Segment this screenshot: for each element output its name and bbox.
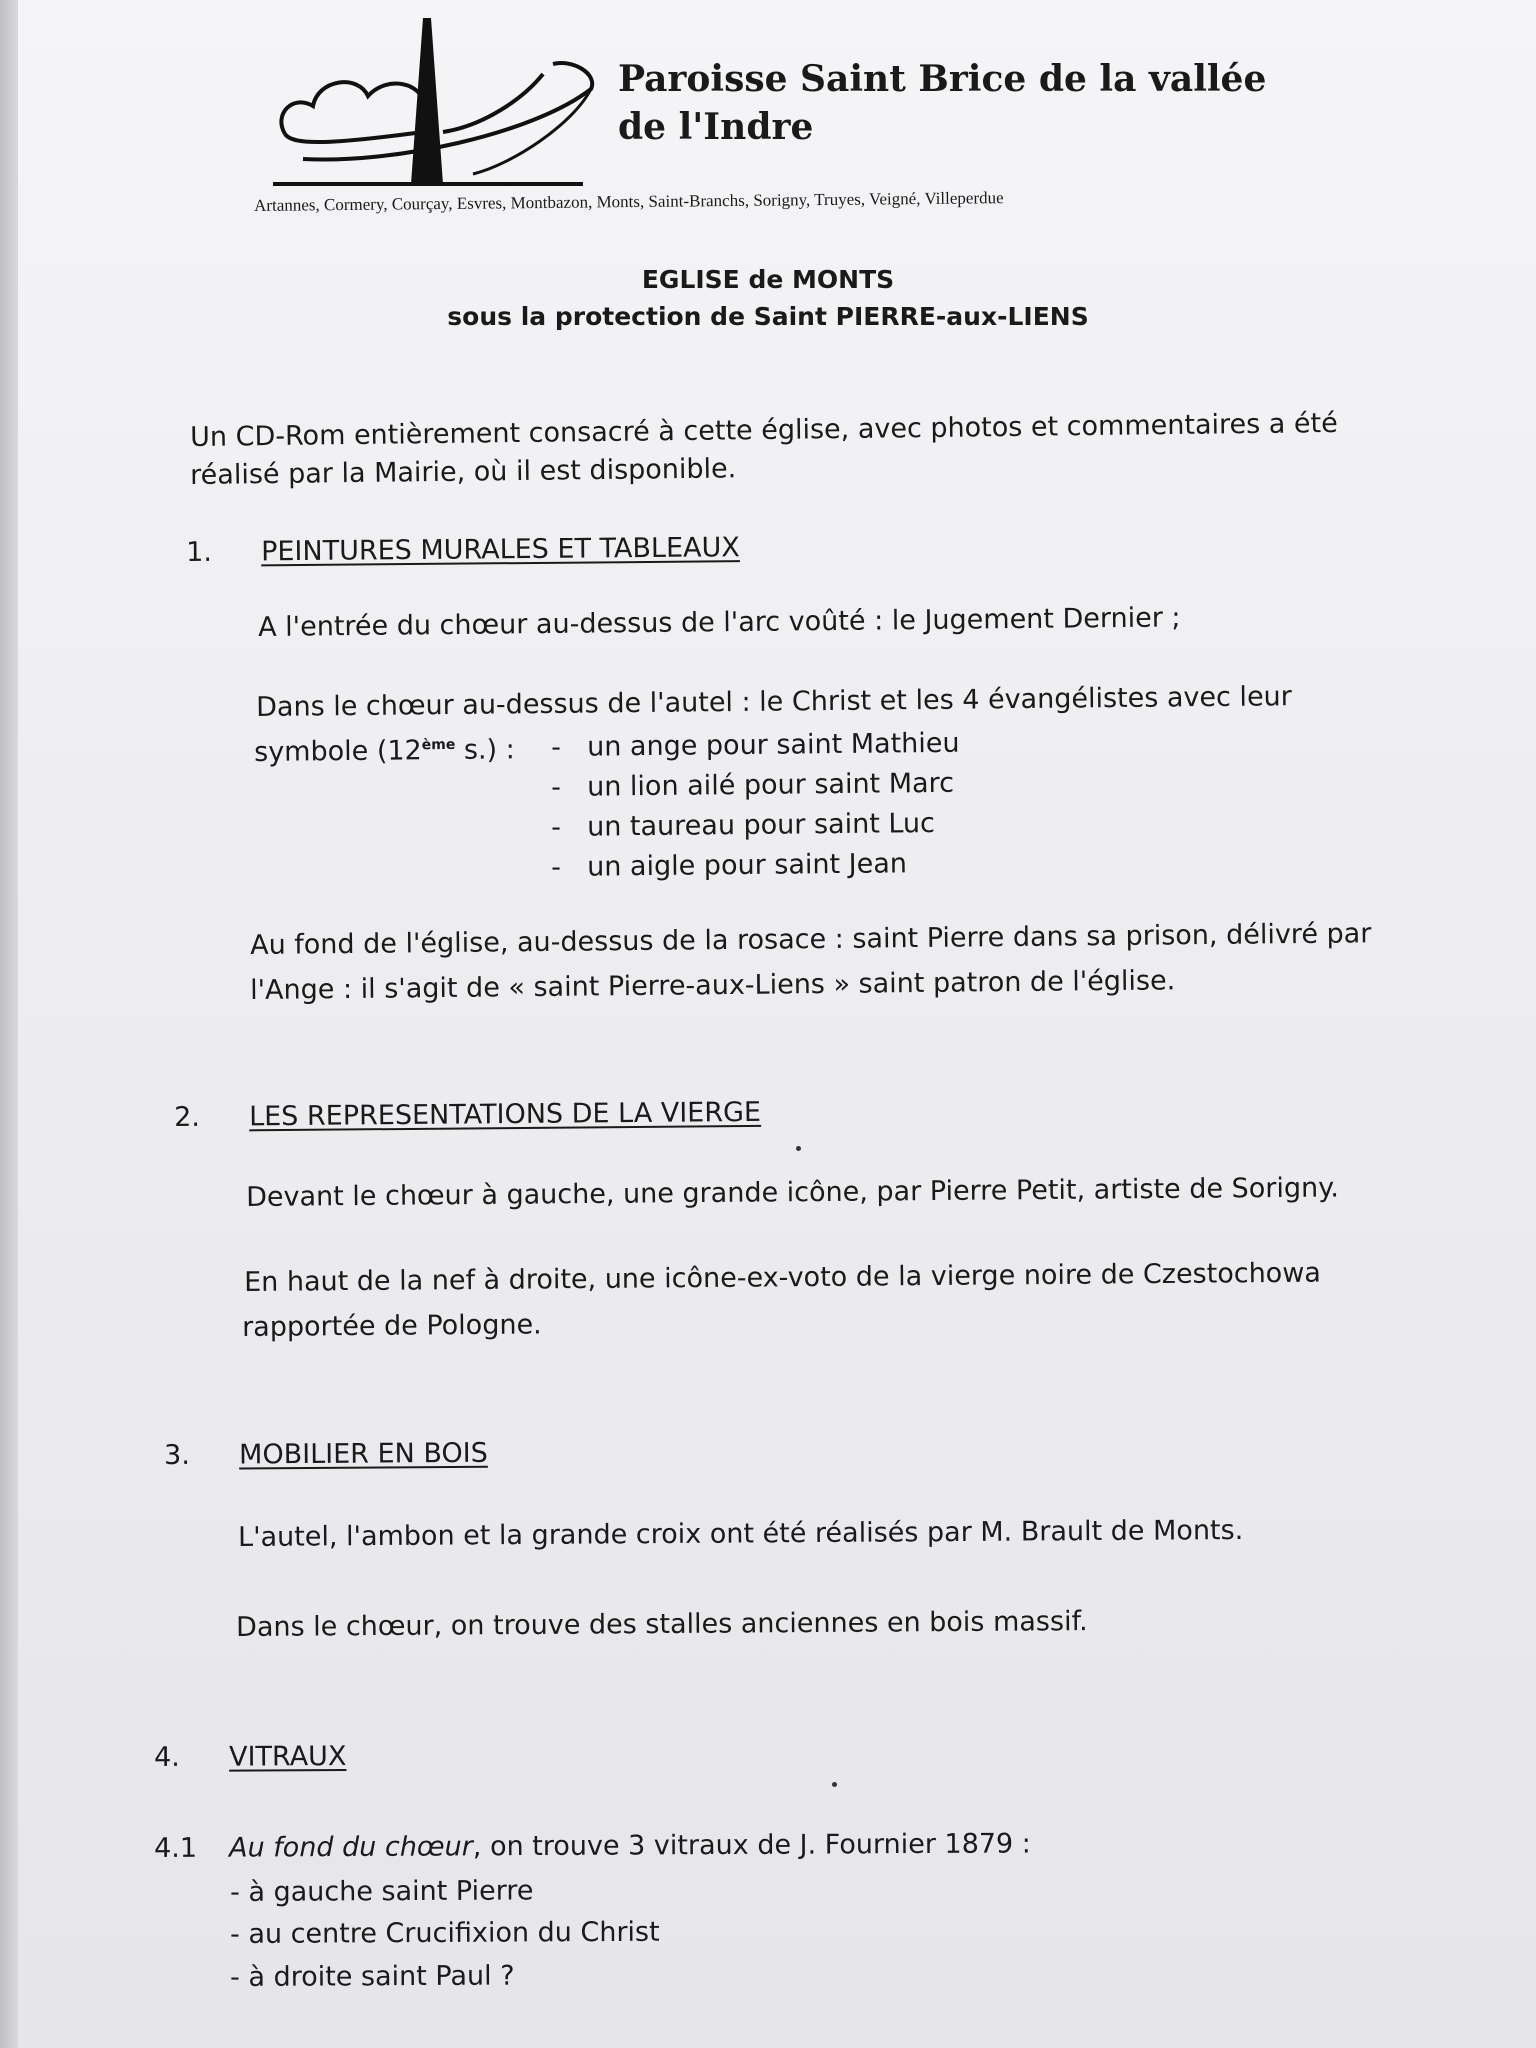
section2-heading bbox=[174, 1097, 761, 1133]
list-item bbox=[551, 848, 907, 883]
church-logo-icon bbox=[273, 14, 603, 194]
section2-paragraph1: Devant le chœur à gauche, une grande icône, par Pierre Petit, artiste de Sorigny. bbox=[246, 1172, 1339, 1213]
document-title: EGLISE de MONTS bbox=[641, 265, 895, 294]
section4-number: 4. bbox=[154, 1741, 180, 1773]
towns-list: Artannes, Cormery, Courçay, Esvres, Montbazon, Monts, Saint-Branchs, Sorigny, Truyes, Veigné, Villeperdue bbox=[254, 188, 1004, 215]
section1-paragraph1: A l'entrée du chœur au-dessus de l'arc voûté : le Jugement Dernier ; bbox=[258, 602, 1181, 643]
symbol-item-text: un taureau pour saint Luc bbox=[586, 807, 936, 843]
subsection-text: , on trouve 3 vitraux de J. Fournier 1879 : bbox=[472, 1828, 1031, 1863]
section2-title: LES REPRESENTATIONS DE LA VIERGE bbox=[248, 1096, 762, 1133]
document-page bbox=[18, 0, 1536, 2048]
speck-dot bbox=[832, 1782, 837, 1787]
intro-line1: Un CD-Rom entièrement consacré à cette église, avec photos et commentaires a été bbox=[190, 407, 1338, 453]
subsection-location: Au fond du chœur bbox=[228, 1831, 473, 1864]
section2-number: 2. bbox=[174, 1101, 201, 1133]
speck-dot bbox=[796, 1146, 801, 1151]
section1-number: 1. bbox=[186, 536, 213, 568]
list-item: - à droite saint Paul ? bbox=[230, 1960, 515, 1993]
section4-subsection bbox=[154, 1828, 1031, 1864]
parish-name-line2: de l'Indre bbox=[618, 106, 814, 148]
section1-paragraph3-line1: Au fond de l'église, au-dessus de la rosace : saint Pierre dans sa prison, délivré par bbox=[250, 918, 1372, 961]
section4-heading bbox=[154, 1741, 346, 1773]
section4-title: VITRAUX bbox=[228, 1740, 347, 1773]
symbol-label: symbole (12 bbox=[254, 735, 422, 768]
dash: - bbox=[551, 771, 562, 803]
subsection-number: 4.1 bbox=[154, 1832, 198, 1864]
section1-heading bbox=[186, 532, 740, 568]
symbol-item-text: un aigle pour saint Jean bbox=[586, 848, 908, 883]
list-item bbox=[551, 768, 954, 803]
section3-heading bbox=[164, 1438, 488, 1471]
document-subtitle: sous la protection de Saint PIERRE-aux-LIENS bbox=[447, 302, 1089, 331]
parish-name-line1: Paroisse Saint Brice de la vallée bbox=[618, 58, 1267, 100]
list-item: - au centre Crucifixion du Christ bbox=[230, 1916, 660, 1950]
section1-paragraph2-line2 bbox=[254, 734, 515, 768]
symbol-item-text: un ange pour saint Mathieu bbox=[586, 727, 960, 763]
section2-paragraph2-line2: rapportée de Pologne. bbox=[242, 1309, 542, 1343]
list-item bbox=[551, 728, 960, 763]
section3-paragraph1: L'autel, l'ambon et la grande croix ont été réalisés par M. Brault de Monts. bbox=[238, 1514, 1244, 1553]
section1-title: PEINTURES MURALES ET TABLEAUX bbox=[260, 532, 740, 568]
list-item: - à gauche saint Pierre bbox=[230, 1875, 534, 1908]
section3-paragraph2: Dans le chœur, on trouve des stalles anciennes en bois massif. bbox=[236, 1606, 1088, 1643]
section3-title: MOBILIER EN BOIS bbox=[238, 1437, 488, 1471]
section2-paragraph2-line1: En haut de la nef à droite, une icône-ex-voto de la vierge noire de Czestochowa bbox=[244, 1257, 1322, 1298]
section3-number: 3. bbox=[164, 1439, 190, 1471]
section1-paragraph3-line2: l'Ange : il s'agit de « saint Pierre-aux-Liens » saint patron de l'église. bbox=[250, 965, 1176, 1006]
parish-name bbox=[618, 55, 1266, 151]
list-item bbox=[551, 808, 935, 843]
century-superscript: ème bbox=[421, 736, 456, 754]
dash: - bbox=[551, 811, 562, 843]
dash: - bbox=[551, 851, 562, 883]
symbol-item-text: un lion ailé pour saint Marc bbox=[586, 767, 955, 803]
symbol-label-end: s.) : bbox=[455, 734, 515, 766]
intro-line2: réalisé par la Mairie, où il est disponible. bbox=[190, 453, 737, 491]
section1-paragraph2-line1: Dans le chœur au-dessus de l'autel : le Christ et les 4 évangélistes avec leur bbox=[256, 681, 1292, 723]
adjacent-page-edge bbox=[0, 0, 18, 2048]
dash: - bbox=[551, 731, 562, 763]
